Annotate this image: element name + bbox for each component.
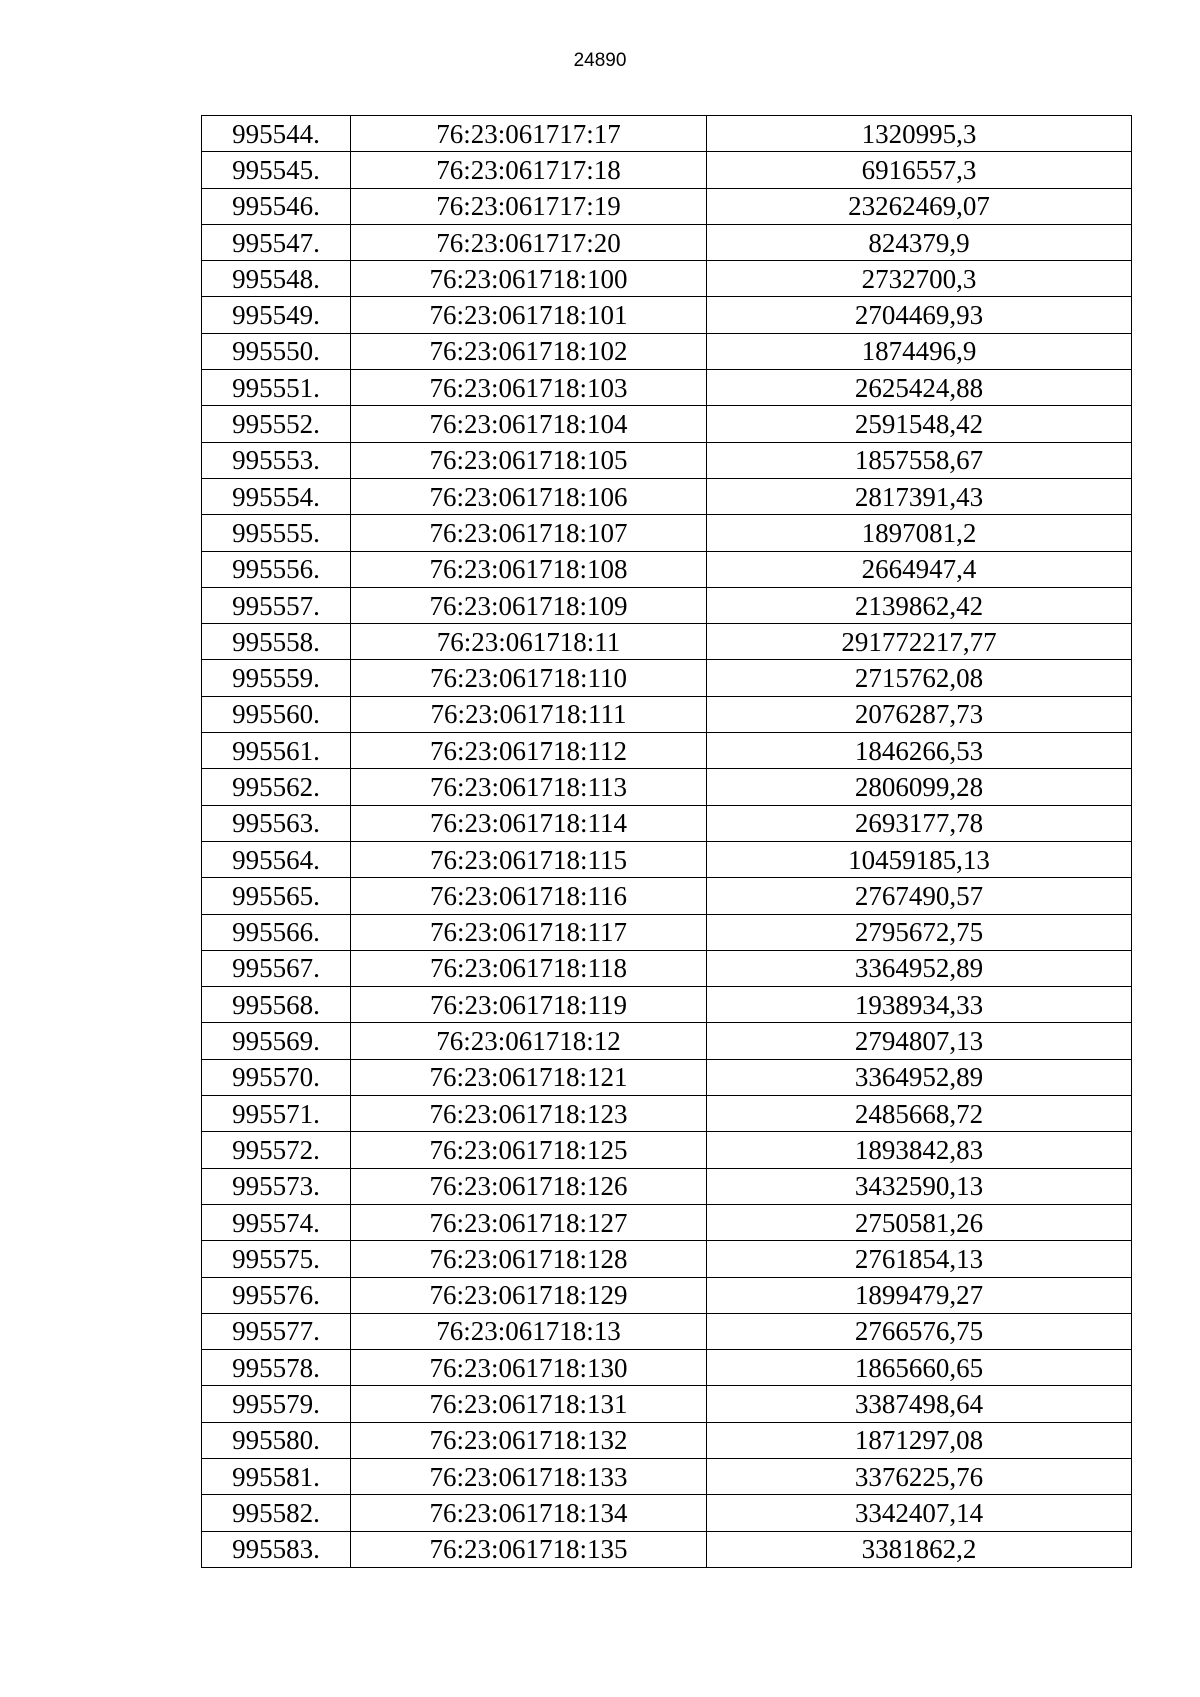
table-row xyxy=(202,587,1132,623)
value-cell: 1846266,53 xyxy=(707,733,1132,769)
cadastral-number-cell: 76:23:061718:131 xyxy=(351,1386,707,1422)
row-number-cell: 995574. xyxy=(202,1204,351,1240)
table-row xyxy=(202,1350,1132,1386)
table-row xyxy=(202,769,1132,805)
value-cell: 2076287,73 xyxy=(707,696,1132,732)
table-body xyxy=(202,116,1132,1568)
value-cell: 1938934,33 xyxy=(707,987,1132,1023)
cadastral-number-cell: 76:23:061718:12 xyxy=(351,1023,707,1059)
row-number-cell: 995556. xyxy=(202,551,351,587)
cadastral-number-cell: 76:23:061718:106 xyxy=(351,478,707,514)
row-number-cell: 995563. xyxy=(202,805,351,841)
row-number-cell: 995575. xyxy=(202,1241,351,1277)
table-row xyxy=(202,1386,1132,1422)
cadastral-number-cell: 76:23:061718:127 xyxy=(351,1204,707,1240)
row-number-cell: 995554. xyxy=(202,478,351,514)
cadastral-value-table xyxy=(201,115,1132,1568)
table-row xyxy=(202,370,1132,406)
value-cell: 3387498,64 xyxy=(707,1386,1132,1422)
table-row xyxy=(202,478,1132,514)
cadastral-number-cell: 76:23:061718:115 xyxy=(351,841,707,877)
value-cell: 2664947,4 xyxy=(707,551,1132,587)
cadastral-number-cell: 76:23:061717:19 xyxy=(351,188,707,224)
value-cell: 2750581,26 xyxy=(707,1204,1132,1240)
cadastral-number-cell: 76:23:061718:123 xyxy=(351,1096,707,1132)
table-row xyxy=(202,1495,1132,1531)
table-row xyxy=(202,1241,1132,1277)
value-cell: 2795672,75 xyxy=(707,914,1132,950)
table-row xyxy=(202,1132,1132,1168)
row-number-cell: 995544. xyxy=(202,116,351,152)
row-number-cell: 995577. xyxy=(202,1313,351,1349)
row-number-cell: 995561. xyxy=(202,733,351,769)
row-number-cell: 995570. xyxy=(202,1059,351,1095)
cadastral-number-cell: 76:23:061718:116 xyxy=(351,878,707,914)
cadastral-number-cell: 76:23:061718:118 xyxy=(351,950,707,986)
table-row xyxy=(202,406,1132,442)
value-cell: 2732700,3 xyxy=(707,261,1132,297)
table-row xyxy=(202,261,1132,297)
row-number-cell: 995583. xyxy=(202,1531,351,1567)
value-cell: 1899479,27 xyxy=(707,1277,1132,1313)
value-cell: 2704469,93 xyxy=(707,297,1132,333)
cadastral-number-cell: 76:23:061718:110 xyxy=(351,660,707,696)
row-number-cell: 995573. xyxy=(202,1168,351,1204)
value-cell: 2591548,42 xyxy=(707,406,1132,442)
row-number-cell: 995547. xyxy=(202,224,351,260)
cadastral-number-cell: 76:23:061717:17 xyxy=(351,116,707,152)
row-number-cell: 995549. xyxy=(202,297,351,333)
row-number-cell: 995551. xyxy=(202,370,351,406)
table-row xyxy=(202,442,1132,478)
table-row xyxy=(202,1168,1132,1204)
cadastral-number-cell: 76:23:061718:126 xyxy=(351,1168,707,1204)
table-row xyxy=(202,733,1132,769)
table-row xyxy=(202,551,1132,587)
row-number-cell: 995557. xyxy=(202,587,351,623)
cadastral-number-cell: 76:23:061718:111 xyxy=(351,696,707,732)
table-row xyxy=(202,152,1132,188)
row-number-cell: 995576. xyxy=(202,1277,351,1313)
row-number-cell: 995560. xyxy=(202,696,351,732)
cadastral-number-cell: 76:23:061718:102 xyxy=(351,333,707,369)
row-number-cell: 995545. xyxy=(202,152,351,188)
row-number-cell: 995553. xyxy=(202,442,351,478)
table-row xyxy=(202,660,1132,696)
cadastral-number-cell: 76:23:061718:108 xyxy=(351,551,707,587)
table-row xyxy=(202,515,1132,551)
row-number-cell: 995582. xyxy=(202,1495,351,1531)
cadastral-number-cell: 76:23:061718:13 xyxy=(351,1313,707,1349)
row-number-cell: 995552. xyxy=(202,406,351,442)
cadastral-number-cell: 76:23:061718:128 xyxy=(351,1241,707,1277)
table-row xyxy=(202,116,1132,152)
cadastral-number-cell: 76:23:061718:119 xyxy=(351,987,707,1023)
cadastral-number-cell: 76:23:061718:129 xyxy=(351,1277,707,1313)
value-cell: 2766576,75 xyxy=(707,1313,1132,1349)
table-row xyxy=(202,1023,1132,1059)
cadastral-number-cell: 76:23:061718:130 xyxy=(351,1350,707,1386)
value-cell: 1874496,9 xyxy=(707,333,1132,369)
table-row xyxy=(202,1531,1132,1567)
value-cell: 1871297,08 xyxy=(707,1422,1132,1458)
cadastral-number-cell: 76:23:061718:114 xyxy=(351,805,707,841)
value-cell: 2625424,88 xyxy=(707,370,1132,406)
row-number-cell: 995559. xyxy=(202,660,351,696)
table-row xyxy=(202,624,1132,660)
table-row xyxy=(202,1204,1132,1240)
value-cell: 824379,9 xyxy=(707,224,1132,260)
row-number-cell: 995548. xyxy=(202,261,351,297)
cadastral-number-cell: 76:23:061718:113 xyxy=(351,769,707,805)
table-row xyxy=(202,841,1132,877)
row-number-cell: 995579. xyxy=(202,1386,351,1422)
value-cell: 3381862,2 xyxy=(707,1531,1132,1567)
value-cell: 23262469,07 xyxy=(707,188,1132,224)
cadastral-number-cell: 76:23:061718:134 xyxy=(351,1495,707,1531)
value-cell: 2139862,42 xyxy=(707,587,1132,623)
row-number-cell: 995550. xyxy=(202,333,351,369)
value-cell: 3376225,76 xyxy=(707,1458,1132,1494)
table-row xyxy=(202,188,1132,224)
table-row xyxy=(202,914,1132,950)
cadastral-number-cell: 76:23:061718:125 xyxy=(351,1132,707,1168)
table-row xyxy=(202,297,1132,333)
row-number-cell: 995568. xyxy=(202,987,351,1023)
row-number-cell: 995571. xyxy=(202,1096,351,1132)
table-row xyxy=(202,805,1132,841)
value-cell: 2693177,78 xyxy=(707,805,1132,841)
cadastral-number-cell: 76:23:061718:11 xyxy=(351,624,707,660)
cadastral-number-cell: 76:23:061718:132 xyxy=(351,1422,707,1458)
table-row xyxy=(202,878,1132,914)
value-cell: 1865660,65 xyxy=(707,1350,1132,1386)
row-number-cell: 995569. xyxy=(202,1023,351,1059)
value-cell: 2817391,43 xyxy=(707,478,1132,514)
value-cell: 10459185,13 xyxy=(707,841,1132,877)
row-number-cell: 995564. xyxy=(202,841,351,877)
cadastral-number-cell: 76:23:061718:105 xyxy=(351,442,707,478)
value-cell: 6916557,3 xyxy=(707,152,1132,188)
row-number-cell: 995567. xyxy=(202,950,351,986)
cadastral-number-cell: 76:23:061718:104 xyxy=(351,406,707,442)
row-number-cell: 995558. xyxy=(202,624,351,660)
value-cell: 3364952,89 xyxy=(707,1059,1132,1095)
value-cell: 2806099,28 xyxy=(707,769,1132,805)
value-cell: 2715762,08 xyxy=(707,660,1132,696)
row-number-cell: 995565. xyxy=(202,878,351,914)
row-number-cell: 995581. xyxy=(202,1458,351,1494)
cadastral-number-cell: 76:23:061717:18 xyxy=(351,152,707,188)
value-cell: 1320995,3 xyxy=(707,116,1132,152)
table-row xyxy=(202,987,1132,1023)
row-number-cell: 995580. xyxy=(202,1422,351,1458)
value-cell: 1897081,2 xyxy=(707,515,1132,551)
table-row xyxy=(202,1422,1132,1458)
table-row xyxy=(202,950,1132,986)
row-number-cell: 995572. xyxy=(202,1132,351,1168)
row-number-cell: 995546. xyxy=(202,188,351,224)
table-row xyxy=(202,1096,1132,1132)
table-row xyxy=(202,696,1132,732)
value-cell: 1893842,83 xyxy=(707,1132,1132,1168)
page-number: 24890 xyxy=(573,50,627,71)
value-cell: 2794807,13 xyxy=(707,1023,1132,1059)
table-row xyxy=(202,1277,1132,1313)
row-number-cell: 995562. xyxy=(202,769,351,805)
cadastral-number-cell: 76:23:061718:107 xyxy=(351,515,707,551)
value-cell: 2761854,13 xyxy=(707,1241,1132,1277)
cadastral-number-cell: 76:23:061718:103 xyxy=(351,370,707,406)
cadastral-number-cell: 76:23:061718:121 xyxy=(351,1059,707,1095)
value-cell: 1857558,67 xyxy=(707,442,1132,478)
table-row xyxy=(202,1313,1132,1349)
value-cell: 3432590,13 xyxy=(707,1168,1132,1204)
cadastral-number-cell: 76:23:061718:135 xyxy=(351,1531,707,1567)
row-number-cell: 995555. xyxy=(202,515,351,551)
cadastral-number-cell: 76:23:061718:109 xyxy=(351,587,707,623)
cadastral-number-cell: 76:23:061718:133 xyxy=(351,1458,707,1494)
table-row xyxy=(202,1458,1132,1494)
table-row xyxy=(202,1059,1132,1095)
value-cell: 2485668,72 xyxy=(707,1096,1132,1132)
table-row xyxy=(202,224,1132,260)
value-cell: 291772217,77 xyxy=(707,624,1132,660)
cadastral-number-cell: 76:23:061718:112 xyxy=(351,733,707,769)
value-cell: 3364952,89 xyxy=(707,950,1132,986)
cadastral-number-cell: 76:23:061717:20 xyxy=(351,224,707,260)
cadastral-number-cell: 76:23:061718:101 xyxy=(351,297,707,333)
cadastral-number-cell: 76:23:061718:100 xyxy=(351,261,707,297)
cadastral-number-cell: 76:23:061718:117 xyxy=(351,914,707,950)
row-number-cell: 995566. xyxy=(202,914,351,950)
row-number-cell: 995578. xyxy=(202,1350,351,1386)
table-row xyxy=(202,333,1132,369)
value-cell: 3342407,14 xyxy=(707,1495,1132,1531)
value-cell: 2767490,57 xyxy=(707,878,1132,914)
